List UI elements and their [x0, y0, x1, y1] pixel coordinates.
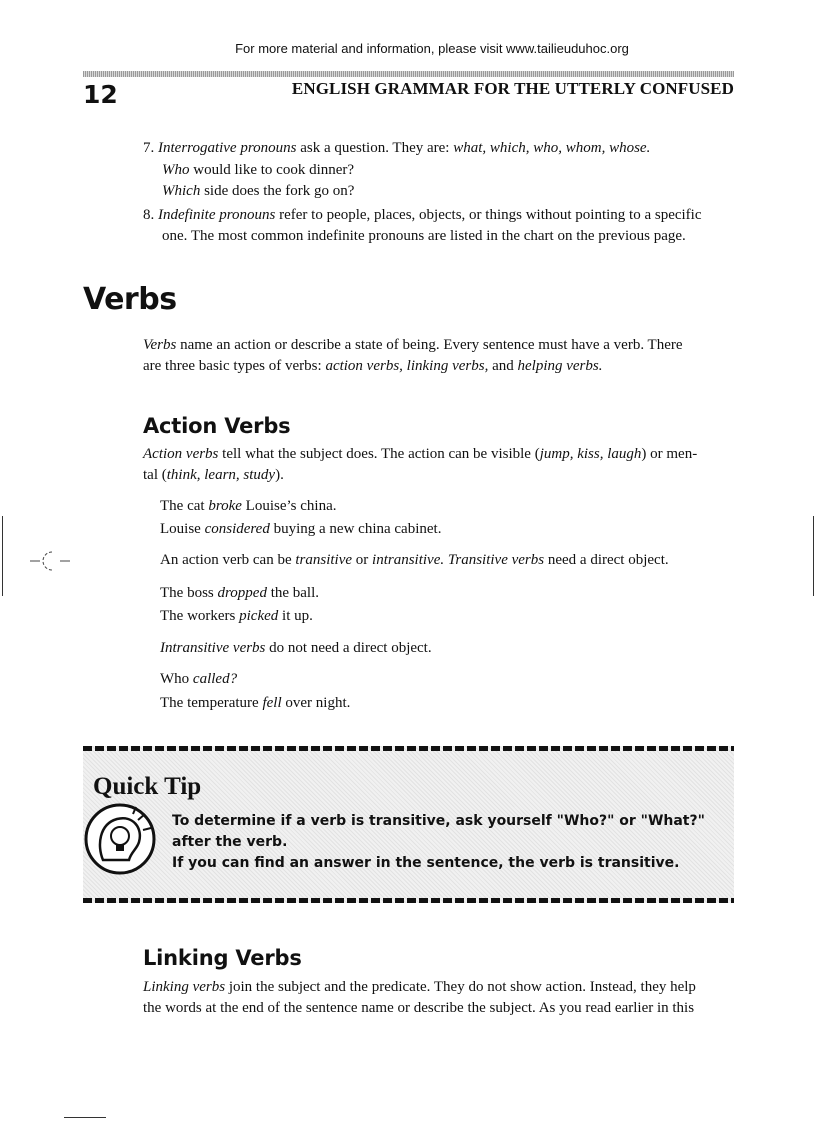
pronoun-list: what, which, who, whom, whose. [453, 140, 651, 156]
example-text: The workers [160, 608, 240, 624]
intro-text: name an action or describe a state of being. Every sentence must have a verb. There [176, 337, 683, 353]
item-text: refer to people, places, objects, or things without pointing to a specific [275, 207, 702, 223]
intro-text: and [488, 358, 518, 374]
example-verb: considered [204, 521, 270, 537]
def-text: ) or men- [641, 446, 698, 462]
registration-mark-icon [30, 549, 70, 573]
term: Intransitive verbs [160, 640, 266, 656]
crop-mark [813, 516, 814, 596]
tip-title: Quick Tip [93, 773, 202, 800]
example-verb: picked [239, 608, 279, 624]
term: Verbs [143, 337, 177, 353]
example-text: would like to cook dinner? [189, 162, 355, 178]
example-text: The cat [160, 498, 209, 514]
example-sentence [160, 669, 237, 690]
example-text: it up. [278, 608, 313, 624]
term: Interrogative pronouns [158, 140, 297, 156]
action-def-line2 [143, 465, 284, 486]
example-text: The temperature [160, 695, 263, 711]
example-sentence [162, 181, 354, 202]
running-head: ENGLISH GRAMMAR FOR THE UTTERLY CONFUSED [291, 79, 734, 98]
example-text: the ball. [266, 585, 320, 601]
header-rule [83, 71, 734, 77]
note-text: need a direct object. [544, 552, 669, 568]
term: intransitive. Transitive verbs [372, 552, 545, 568]
examples: think, learn, study [166, 467, 276, 483]
example-sentence [160, 496, 337, 517]
def-text: tal ( [143, 467, 167, 483]
example-verb: dropped [217, 585, 267, 601]
def-text: tell what the subject does. The action can be visible ( [218, 446, 540, 462]
note-text: do not need a direct object. [265, 640, 432, 656]
transitive-note [160, 550, 669, 571]
example-sentence [160, 583, 319, 604]
example-sentence [162, 160, 354, 181]
intransitive-note [160, 638, 432, 659]
example-text: Who [160, 671, 193, 687]
lightbulb-head-icon [83, 802, 157, 876]
tip-line: To determine if a verb is transitive, ask yourself "Who?" or "What?" after the verb. [172, 813, 705, 850]
term: Indefinite pronouns [158, 207, 276, 223]
linking-def-line2: the words at the end of the sentence name or describe the subject. As you read earlier in this [143, 1000, 695, 1016]
example-text: Louise [160, 521, 205, 537]
subheading-linking-verbs: Linking Verbs [143, 946, 302, 970]
term: Linking verbs [143, 979, 226, 995]
term: transitive [295, 552, 353, 568]
item-text: ask a question. They are: [296, 140, 454, 156]
example-sentence [160, 693, 350, 714]
tip-line: If you can find an answer in the sentence, the verb is transitive. [172, 855, 680, 871]
item-number: 8. [143, 207, 155, 223]
example-verb: fell [262, 695, 282, 711]
tip-bottom-border [83, 898, 734, 903]
list-item-8 [143, 205, 702, 226]
term: Action verbs [143, 446, 219, 462]
example-text: buying a new china cabinet. [269, 521, 442, 537]
example-sentence [160, 606, 313, 627]
example-text: over night. [281, 695, 351, 711]
crop-mark [2, 516, 3, 596]
tip-text [172, 811, 732, 874]
note-text: or [352, 552, 373, 568]
term: helping verbs. [517, 358, 603, 374]
example-emphasis: Which [162, 183, 201, 199]
section-heading-verbs: Verbs [83, 282, 177, 317]
example-emphasis: Who [162, 162, 190, 178]
item-text-continued: one. The most common indefinite pronouns are listed in the chart on the previous page. [162, 228, 686, 244]
top-note: For more material and information, please visit www.tailieuduhoc.org [235, 41, 629, 56]
page-number: 12 [83, 80, 118, 109]
verbs-intro-line1 [143, 335, 683, 356]
example-text: Louise’s china. [241, 498, 337, 514]
verbs-intro-line2 [143, 356, 602, 377]
example-text: The boss [160, 585, 218, 601]
tip-top-border [83, 746, 734, 751]
quick-tip-box [83, 746, 734, 903]
intro-text: are three basic types of verbs: [143, 358, 326, 374]
crop-mark [64, 1117, 106, 1118]
list-item-7 [143, 138, 650, 159]
examples: jump, kiss, laugh [539, 446, 642, 462]
def-text: join the subject and the predicate. They do not show action. Instead, they help [225, 979, 696, 995]
subheading-action-verbs: Action Verbs [143, 414, 291, 438]
term-list: action verbs, linking verbs, [325, 358, 489, 374]
action-def-line1 [143, 444, 697, 465]
example-verb: broke [208, 498, 242, 514]
note-text: An action verb can be [160, 552, 296, 568]
example-sentence [160, 519, 441, 540]
example-verb: called? [192, 671, 238, 687]
linking-def-line1 [143, 977, 696, 998]
item-number: 7. [143, 140, 155, 156]
def-text: ). [275, 467, 284, 483]
example-text: side does the fork go on? [200, 183, 355, 199]
